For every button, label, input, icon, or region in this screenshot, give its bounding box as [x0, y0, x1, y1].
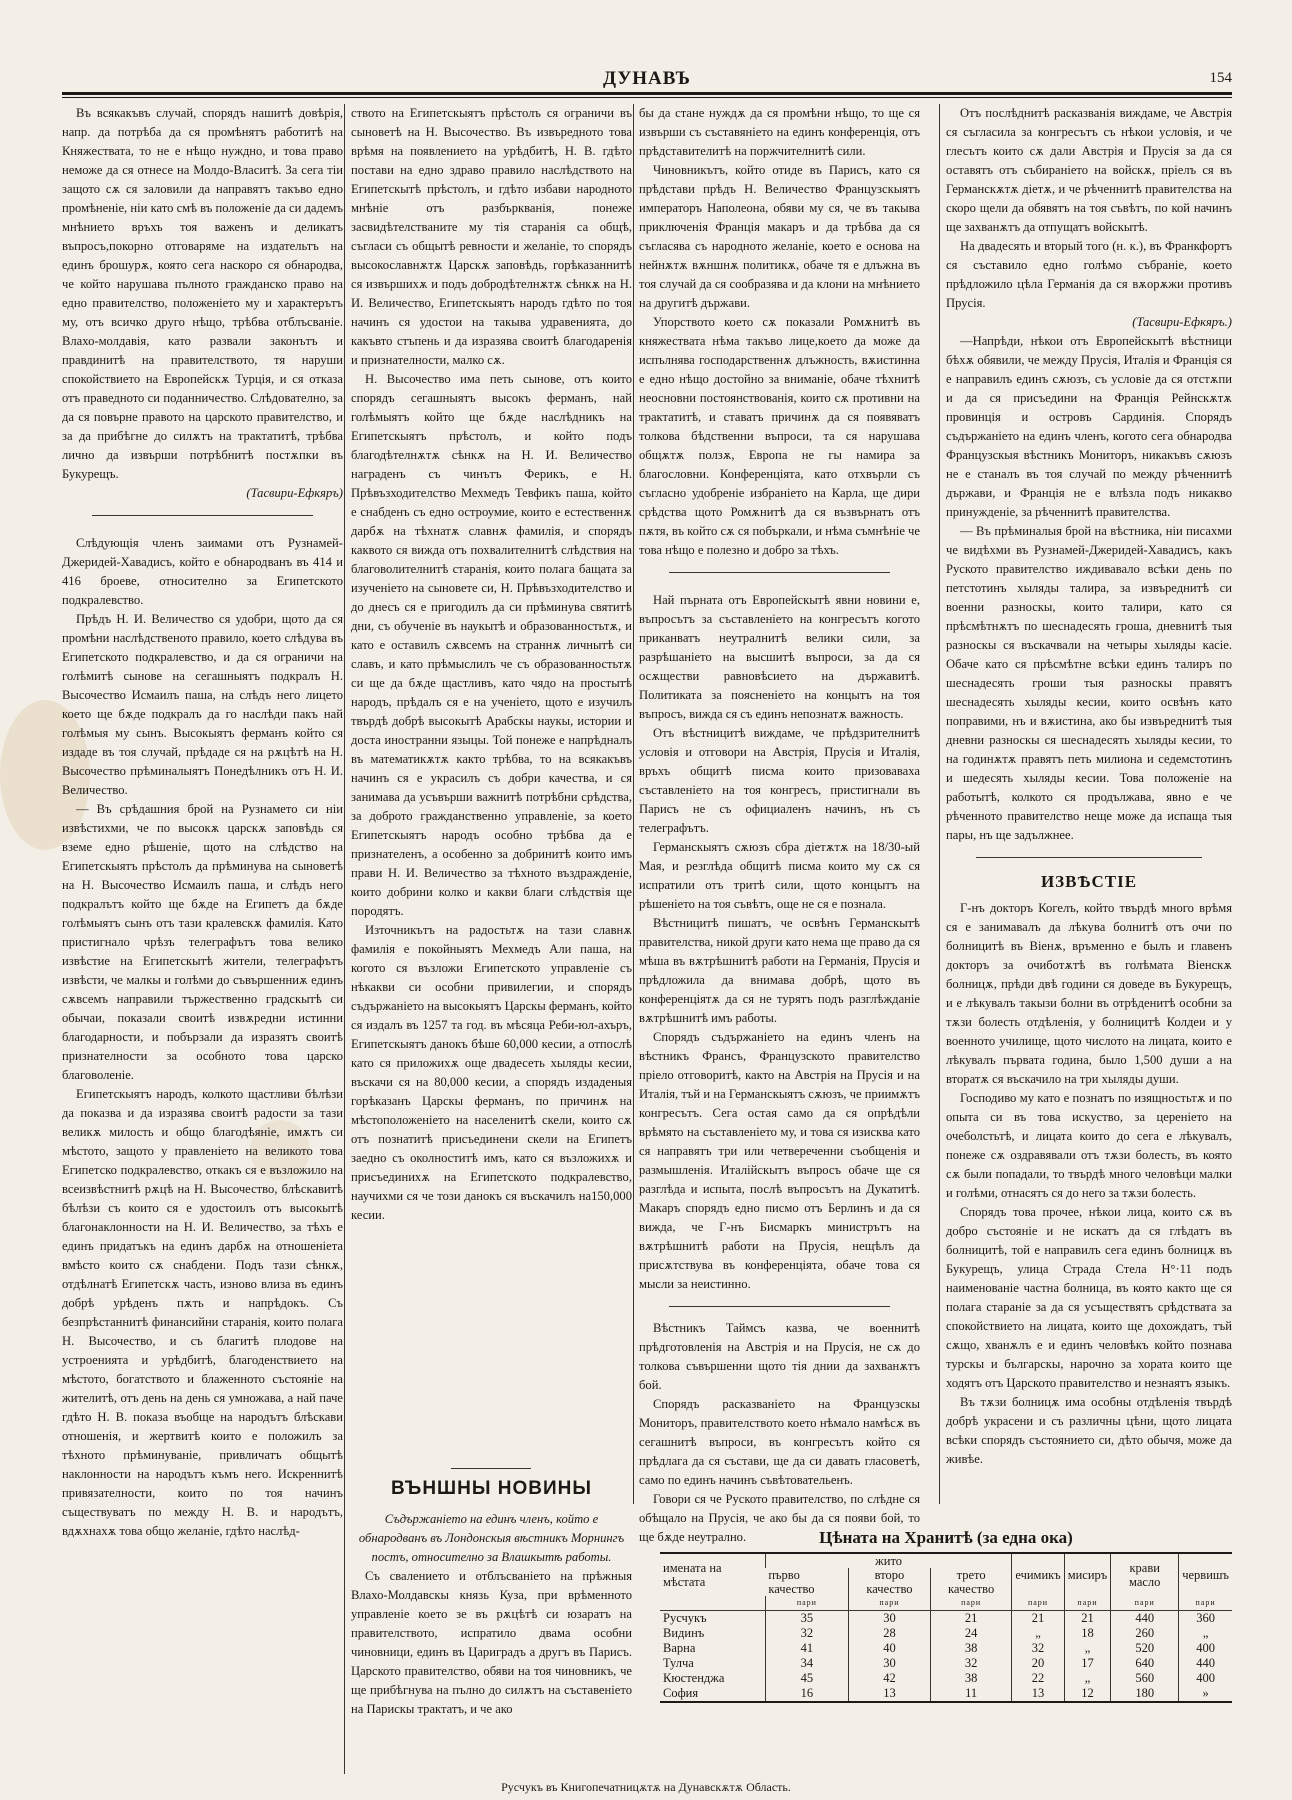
unit-cell: пари [930, 1596, 1011, 1611]
price-cell: 400 [1179, 1641, 1232, 1656]
news-lead: Съдържаніето на единъ членъ, който е обнародванъ въ Лондонскыя вѣстникъ Морнингъ постъ, относително за Влашкытѣ работы. [358, 1512, 625, 1564]
price-cell: 32 [930, 1656, 1011, 1671]
foreign-news-column [351, 1510, 632, 1770]
paragraph: Отъ вѣстницитѣ виждаме, че прѣдзрителнитѣ условія и отговори на Австрія, Прусія и Италія, връхъ общитѣ писма които призоваваха съставленіето на тоя конгресъ, пристигнали въ Парисъ не съ официаленъ начинъ, нъ съ телеграфътъ. [639, 726, 920, 835]
paragraph: Германскыятъ сѫюзъ сбра діетѫтѫ на 18/30-ый Мая, и резглѣда общитѣ писма които му сѫ ся испратили отъ тритѣ сили, щото концытъ на рѣшеніето на тоя съвѣтъ, още не ся е познала. [639, 840, 920, 911]
place-name-cell: Варна [663, 1641, 696, 1655]
place-name-cell: Видинъ [663, 1626, 705, 1640]
price-cell: 32 [1012, 1641, 1064, 1656]
price-cell: 16 [765, 1686, 848, 1702]
paragraph: Упорството което сѫ показали Ромѫнитѣ въ княжествата нѣма такъво лице,което да може да испълнява господарственнѫ длъжность, вѫистинна е едно нѣщо достойно за вниманіе, обаче тѣхнитѣ неосновни постоянствованія, които сѫ противни на трактатитѣ, и ставатъ причинѫ да ся появяватъ толкова бѣдственни въпроси, та ся нарушава общѫтѫ ползѫ, Европа не гы намира за благословни. Конференціята, като отхвърли съ съгласно удобреніе избраніето на Карла, ще дири срѣдства щото Ромѫнитѣ да ся възвърнатъ отъ пѫтя, въ който сѫ ся побъркали, и нѣма съмнѣніе че това нѣщо е полезно и добро за тѣхъ. [639, 315, 920, 557]
separator [669, 1306, 890, 1307]
page-number: 154 [1209, 70, 1232, 86]
price-cell: 30 [848, 1611, 930, 1627]
table-row [660, 1611, 1232, 1627]
table-row [660, 1656, 1232, 1671]
col-header-second: второ качество [848, 1568, 930, 1596]
price-cell: 34 [765, 1656, 848, 1671]
unit-cell: пари [848, 1596, 930, 1611]
column-4 [946, 104, 1232, 1494]
paragraph: Чиновникътъ, който отиде въ Парисъ, като ся прѣдстави прѣдъ Н. Величество Французскыятъ императоръ Наполеона, обяви му ся, че въ такыва приключенія Франція макаръ и да трѣбва да ся съгласява съ народното желаніе, което е основа на нейнѫтѫ вѫншнѫ политикѫ, обаче тя е длъжна въ тоя случай да ся сообразява и да клони на мнѣнието на другитѣ държави. [639, 163, 920, 310]
separator [976, 857, 1202, 858]
price-cell: 18 [1064, 1626, 1111, 1641]
price-cell: 30 [848, 1656, 930, 1671]
paragraph: Господиво му като е познатъ по изящностьтѫ и по опыта си въ това искуство, за цереніето на очеболстьтѣ, и лицата които до сега е лѣкувалъ, понеже сѫ оздравявали отъ тѫзи болесть, въ която сѫ были попадали, то твърдѣ много человѣци малки и голѣми, отнасятъ ся до него за тѫзи болесть. [946, 1091, 1232, 1200]
price-cell: 38 [930, 1641, 1011, 1656]
unit-cell: пари [765, 1596, 848, 1611]
col-header-fat: червишъ [1179, 1553, 1232, 1596]
place-name-cell: София [660, 1686, 765, 1702]
section-rule [451, 1468, 531, 1469]
paragraph: Говори ся че Руското правителство, по слѣдне ся обѣщало на Прусія, че ако бы да ся появи бой, то ще бѫде неутрално. [639, 1492, 920, 1544]
price-cell: 32 [765, 1626, 848, 1641]
price-cell: 520 [1111, 1641, 1179, 1656]
table-row [660, 1686, 1232, 1702]
price-cell: 13 [848, 1686, 930, 1702]
price-cell: 440 [1111, 1611, 1179, 1627]
separator [92, 515, 313, 516]
place-name-cell: Русчукъ [663, 1611, 707, 1625]
price-cell: 40 [848, 1641, 930, 1656]
price-cell: 24 [930, 1626, 1011, 1641]
price-cell: 42 [848, 1671, 930, 1686]
price-cell: 180 [1111, 1686, 1179, 1702]
price-cell: 12 [1064, 1686, 1111, 1702]
price-table [660, 1552, 1232, 1703]
paragraph: — Въ срѣдашния брой на Рузнамето си нiи извѣстихми, че по высокѫ царскѫ заповѣдь ся вземе едно рѣшеніе, щото на слѣдство на Египетскыятъ прѣстолъ да прѣминува на сыноветѣ на Н. Высочество Исмаилъ паша, и слѣдъ него подкралътъ който ще бѫде на Египетъ да бѫде голѣмыятъ сынъ отъ тази кралевскѫ фамилія. Като пристигнало чрѣзъ телеграфътъ това велико извѣстие на Египетскытѣ жители, телеграфътъ извѣсти, че малкы и голѣми до съвършенниѫ единъ сѫвсемъ направили тържественно градскытѣ си обычаи, показали своитѣ извѫредни истинни благодарности, и побързали да изразятъ своитѣ признателности за особното това царско благоволеніе. [62, 802, 343, 1082]
paragraph: —Напрѣди, нѣкои отъ Европейскытѣ вѣстници бѣхѫ обявили, че между Прусія, Италія и Франція ся е направилъ единъ сѫюзъ, съ условіе да ся отстѫпи и да ся присъедини на Франція Рейнскѫтѫ провинція и островъ Сардинія. Спорядъ съдържаніето на единъ членъ, когото сега обнародва Французскыя вѣстникъ Мониторъ, никакъвъ сѫюзъ не е станалъ въ тоя случай по между рѣченнитѣ държави, и Франція не е влѣзла подъ никакво принужденіе, за рѣченнитѣ правителства. [946, 334, 1232, 519]
price-cell: „ [1012, 1626, 1064, 1641]
price-cell: 21 [1064, 1611, 1111, 1627]
unit-cell: пари [1179, 1596, 1232, 1611]
price-cell: 21 [1012, 1611, 1064, 1627]
price-cell: 400 [1179, 1671, 1232, 1686]
foreign-news-heading: ВЪНШНЫ НОВИНЫ [391, 1478, 592, 1499]
price-cell: 21 [930, 1611, 1011, 1627]
paragraph: Спорядъ това прочее, нѣкои лица, които сѫ въ добро състояніе и не искатъ да ся глѣдатъ въ болницитѣ, той е направилъ сега единъ болницѫ въ Букурещъ, улица Страда Стела Н°·11 подъ наименованіе частна болница, въ която както ще ся полага стараніе за да ся усъществятъ срѣдствата за спокойствието на лицата, които ще дохождатъ, тъй сѫщо, хванѫлъ е и единъ человѣкъ който познава турскы и българскы, нарочно за хората които ще ходятъ отъ Царското правителство и незнаятъ языкъ. [946, 1205, 1232, 1390]
paragraph: Източникътъ на радостьтѫ на тази славнѫ фамилія е покойныятъ Мехмедъ Али паша, на когото ся възложи Египетското управленіе съ нѣкакви си особни привилегии, и спорядъ съдържаніето на высокыятъ Царскы ферманъ, който ся издалъ въ 1257 та год. въ мѣсяца Реби-юл-ахъръ, Египетскыятъ данокъ бѣше 60,000 кесии, а отпослѣ като ся приложихѫ още двадесеть хыляды кесии, въскачи ся на 80,000 кесии, а спорядъ издаденыя горѣказанъ Царскы ферманъ, по причинѫ на мѣстоположеніето на населенитѣ скели, които сѫ отъ познатитѣ присъединени скели на Египетъ заедно съ околноститѣ имъ, като ся възложихѫ и присъединихѫ на Египетското подкралевство, научихми ся че този данокъ ся въскачилъ на150,000 кесии. [351, 923, 632, 1222]
price-cell: 13 [1012, 1686, 1064, 1702]
source-signature: (Тасвири-Ефкяръ) [246, 486, 343, 500]
price-cell: 38 [930, 1671, 1011, 1686]
paragraph: Спорядъ расказваніето на Французскы Мониторъ, правителството което нѣмало намѣсѫ въ сегашнитѣ въпроси, въ конгресътъ който ся прѣдлага да ся състави, ще да си давать гласоветѣ, само по единъ начинъ съвѣтовательенъ. [639, 1397, 920, 1487]
paragraph: — Въ прѣминалыя брой на вѣстника, нiи писахми че видѣхми въ Рузнамей-Джеридей-Хавадисъ, какъ Руското правителство иждивавало всѣки день по петстотинъ хыляды талира, за извъреднитѣ си военни разноскы, които талири, като ся прѣсмѣтнѫтъ по шеснадесять гроша, дневнитѣ тыя разноскы ся въскачвали на четыры хыляды касіе. Обаче като ся прѣсмѣтне всѣки единъ талиръ по шеснадесять гроши тыя разноскы правятъ шеснадесять хыляды кесии, които освѣнъ като поправими, нъ и вѫистина, ако бы извъреднитѣ тыя дневни разноскы ся шеснадесять хыляды кесии, то на годинѫтѫ правятъ петь милиона и седемстотинъ и шедесять хыляды кесии. Това положеніе на работытѣ, колкото ся продължава, явно е че рѣченното правителство неще може да испаща тыя пары, нъ ще задължнее. [946, 524, 1232, 842]
col-header-barley: ечимикъ [1012, 1553, 1064, 1596]
notice-heading: ИЗВѢСТІЕ [1040, 872, 1138, 891]
col-header-maize: мисиръ [1064, 1553, 1111, 1596]
table-row [660, 1626, 1232, 1641]
masthead [62, 68, 1232, 90]
header-rule [62, 92, 1232, 95]
paragraph: Египетскыятъ народъ, колкото щастливи бѣлѣзи да показва и да изразява своитѣ радости за тази великѫ милость и общо благодѣяніе, имѫтъ си мѣстото, защото у правленіето на великото това Египетско подкралевство, откакъ ся е възложило на всеизвѣстнитѣ рѫцѣ на Н. Высочество, блѣскавитѣ бѣлѣзи съ които ся е удостоилъ отъ высокытѣ благонаклонности на Н. И. Величество, за тѣхъ е единъ придатъкъ на единъ дарбѫ на отношенiета вмѣсто които сѫ снабдени. Подъ тази сѣнкѫ, отдѣлнатѣ Египетскѫ часть, изново влиза въ единъ добрѣ урѣденъ пѫть и напрѣдокъ. Съ безпрѣстаннитѣ финансийни старанія, които полага Н. Высочество, и съ благитѣ плодове на устроенията и урѣдбитѣ, благоденствието на мѣстото, богатството и блаженното състояніе на жителитѣ, отъ день на день ся умножава, а най паче гдѣто Н. В. показа въобще на народътъ блѣскави отношенія, и жертвитѣ които е положилъ за тѣхното прѣминуваніе, привличатъ общытѣ наклонности на народътъ къмъ него. Искреннитѣ привязателности, които по тоя начинъ съществуватъ по между Н. В. и народътъ, вдѫхнахѫ това общо желаніе, гдѣто наслѣд- [62, 1087, 343, 1538]
paragraph: Слѣдующія членъ заимами отъ Рузнамей-Джеридей-Хавадисъ, който е обнародванъ въ 414 и 416 броеве, относително за Египетското подкралевство. [62, 536, 343, 607]
paragraph: Въ тѫзи болницѫ има особны отдѣленія твърдѣ добрѣ украсени и съ различны цѣни, щото лицата всѣки спорядъ състоянието си, дѣто обычя, може да живѣе. [946, 1395, 1232, 1466]
price-table-title: Цѣната на Хранитѣ (за една ока) [819, 1528, 1073, 1547]
col-header-place: имената на мѣстата [660, 1553, 765, 1596]
column-divider [633, 104, 634, 1504]
unit-cell: пари [1064, 1596, 1111, 1611]
header-rule-thin [62, 97, 1232, 98]
paragraph: Най пърната отъ Европейскытѣ явни новини е, въпросътъ за съставленіето на конгресътъ когото приканватъ неутралнитѣ велики сили, за разрѣшаніето на высшитѣ въпроси, за да ся осѫществи равновѣсието на държавитѣ. Политиката за поясненіето на концытъ на тоя въпросъ, вижда ся съ единъ непознатѫ важность. [639, 593, 920, 721]
place-name-cell: Кюстенджа [663, 1671, 725, 1685]
place-name-cell: Тулча [663, 1656, 694, 1670]
table-row [660, 1671, 1232, 1686]
price-cell: „ [1064, 1641, 1111, 1656]
grain-price-table [660, 1528, 1232, 1703]
price-cell: „ [1064, 1671, 1111, 1686]
source-signature: (Тасвири-Ефкяръ.) [1132, 315, 1232, 329]
price-cell: 22 [1012, 1671, 1064, 1686]
price-cell: 20 [1012, 1656, 1064, 1671]
table-row [660, 1641, 1232, 1656]
paragraph: Г-нъ докторъ Когелъ, който твърдѣ много врѣмя ся е занимавалъ да лѣкува болнитѣ отъ очи по болницитѣ въ Віенѫ, връменно е былъ и главенъ докторъ за очиботѫтѣ въ голѣмата Віенскѫ болницѫ, прѣди двѣ години ся доведе въ Букурещъ, и е лѣкувалъ такызи болни въ отрѣденитѣ особни за тѫзи болесть отдѣленія, у болницитѣ Колдеи и у военното училище, щото числото на лицата, които е лѣкувалъ първата година, было 1,500 души а на вторатѫ ся въскачило на три хыляды души. [946, 901, 1232, 1086]
imprint-footer: Русчукъ въ Книгопечатницѫтѫ на Дунавскѫтѫ Область. [501, 1780, 791, 1794]
price-cell: 28 [848, 1626, 930, 1641]
price-cell: 35 [765, 1611, 848, 1627]
paragraph: Отъ послѣднитѣ расказванія виждаме, че Австрія ся съгласила за конгресътъ съ нѣкои условія, и че глесътъ които сѫ дали Австрія и Прусія за да ся оставятъ отъ събираніето на войскѫ, прiелъ ся въ Германскѫтѫ діетѫ, и че рѣченнитѣ правителства на скоро щели да обявятъ на тоя съвѣтъ, по кой начинъ ще захванѫтъ да отпущатъ войскытѣ. [946, 106, 1232, 234]
price-cell: 360 [1179, 1611, 1232, 1627]
paragraph: Съ свалението и отблъсваніето на прѣжныя Влахо-Молдавскы князь Куза, при врѣменното управленіе което зе въ рѫцѣтѣ си юзаратъ на правителството, испратило двама особни чиновници, единъ въ Цариградъ а другъ въ Парисъ. Царското правителство, обяви на тоя чиновникъ, че ще прибѣгнува на пълно до силѫтъ на съставеніето на Парискы трактатъ, и че ако [351, 1569, 632, 1716]
newspaper-title: ДУНАВЪ [603, 68, 691, 89]
price-cell: 17 [1064, 1656, 1111, 1671]
col-header-first: първо качество [768, 1568, 815, 1596]
paragraph: Прѣдъ Н. И. Величество ся удобри, щото да ся промѣни наслѣдственото правило, което слѣдува въ Египетското подкралевство, и да ся ограничи на голѣмитѣ сынове на сегашныятъ подкралъ Н. Высочество Исмаилъ паша, на слѣдъ него лицето което ще бѫде подкралъ да го наслѣди пакъ най голѣмыя му сынъ. Высокыятъ ферманъ който ся издаде въ тоя случай, прѣдаде ся на рѫцѣтѣ на Н. Высочество прѣминалыятъ Понедѣлникъ отъ Н. И. Величество. [62, 612, 343, 797]
unit-cell: пари [1111, 1596, 1179, 1611]
unit-cell: пари [1012, 1596, 1064, 1611]
paragraph: Вѣстникъ Таймсъ казва, че военнитѣ прѣдготовленія на Австрія и на Прусія, не сѫ до толкова съвършенни щото тія днии да захванѫтъ бой. [639, 1321, 920, 1392]
column-2 [351, 104, 632, 1474]
price-cell: „ [1179, 1626, 1232, 1641]
column-3 [639, 104, 920, 1544]
paragraph: Вѣстницитѣ пишатъ, че освѣнъ Германскытѣ правителства, никой други като нема ще право да ся мѣша въ вѫтрѣшнитѣ работи на Германія, Прусія и прѣдложила да внимава добрѣ, щото въ конференціятѫ да ся не турятъ подъ разглѣжданіе вѫтрѣшнитѣ имъ работы. [639, 916, 920, 1025]
paragraph: Въ всякакъвъ случай, спорядъ нашитѣ довѣрія, напр. да потрѣба да ся промѣнятъ работитѣ на Княжествата, то не е нѣщо нуждно, и това право неможе да ся отнесе на Молдо-Власитѣ. За сега тiи защото сѫ ся заловили да направятъ такъво едно промѣненіе, нiи като смѣ въ положеніе да си дадемъ мнѣнието връхъ тоя важенъ и деликатъ въпросъ,покорно отговаряме на издательтъ на единъ брошурѫ, която сега наскоро ся обнародва, че който нарушава пълното гражданско право на едно правителство, положеніето му и характерътъ му, отъ всичко друго нѣщо, трѣбва отблъсваніе. Влахо-молдавія, като развали законътъ и правдинитѣ на правителството, тя наруши спокойствието на Европейскѫ Турція, и ся отказа отъ праведното си поданничество. Слѣдователно, за да ся повърне правото на царското правителство, и за да прибѣгне до силѫтъ на трактатитѣ, трѣбва лично да извърши потрѣбнитѣ постѫпки въ Букурещъ. [62, 106, 343, 481]
price-cell: 440 [1179, 1656, 1232, 1671]
separator [669, 572, 890, 573]
price-cell: » [1179, 1686, 1232, 1702]
price-cell: 45 [765, 1671, 848, 1686]
paragraph: Спорядъ съдържаніето на единъ членъ на вѣстникъ Франсъ, Французското правителство прiело отговоритѣ, както на Австрія на Прусія и на Италія, тъй и на Германскыятъ сѫюзъ, че приимѫтъ конгресътъ. Сега остая само да ся опрѣдѣли врѣмято на съставленіето му, и това ся изисква като ся направятъ три или четвереченни съобщенія и размышленія. Италійскытъ въпросъ обаче ще ся разглѣда и испыта, послѣ въпросътъ на Дукатитѣ. Макаръ спорядъ едно писмо отъ Берлинъ и да ся вижда, че Г-нъ Бисмаркъ министрътъ на вѫтрѣшнитѣ работи на Прусія, нещѣлъ да присѫтствува въ конференціята, обаче това ся мысли за неистинно. [639, 1030, 920, 1291]
col-header-butter: крави масло [1111, 1553, 1179, 1596]
price-cell: 260 [1111, 1626, 1179, 1641]
price-cell: 41 [765, 1641, 848, 1656]
column-divider [939, 104, 940, 1504]
price-cell: 11 [930, 1686, 1011, 1702]
paragraph: бы да стане нуждѫ да ся промѣни нѣщо, то ще ся извърши съ съставяніето на единъ конференція, отъ прѣдставителитѣ на поржчителнитѣ сили. [639, 106, 920, 158]
col-group-wheat: жито [765, 1553, 1011, 1568]
column-1 [62, 104, 343, 1766]
column-divider [344, 104, 345, 1774]
paragraph: ството на Египетскыятъ прѣстолъ ся ограничи въ сыноветѣ на Н. Высочество. Въ извъредното това врѣмя на появлението на урѣдбитѣ, Н. В. гдѣто постави на едно здраво правило наслѣдството на Египетскытѣ прѣстолъ, и гдѣто избави народното мнѣніе отъ разбъркванія, понеже засвидѣтелстваните му тія старанія са общѣ, съгласи съ общытѣ ревности и желаніе, то спорядъ высокославнѫтѫ Царскѫ заповѣдь, горѣказаннитѣ ся извършихѫ и подъ добродѣтелнѫтѫ сѣнкѫ на Н. И. Величество, Египетскыятъ народъ гдѣто по тоя начинъ ся удостои на такыва удравенията, до какъвто стъпень и да изразява своитѣ благодаренія и признателности, малко сѫ. [351, 106, 632, 367]
unit-cell [660, 1596, 765, 1611]
paragraph: Н. Высочество има петь сынове, отъ които спорядъ сегашныятъ высокъ ферманъ, най голѣмыятъ който ще бѫде наслѣдникъ на Египетскыятъ прѣстолъ, и който подъ благодѣтелнѫтѫ сѣнкѫ на Н. И. Величество награденъ съ чинътъ Ферикъ, е Н. Прѣвъзходителство Мехмедъ Тевфикъ паша, който е снабденъ съ едно остроумие, които е естественнѫ дарбѫ на тѣхнатѫ славнѫ фамилія, и спорядъ каквото ся вижда отъ похвалителнитѣ слѣдствия на благоволителнитѣ старанія, които полага бащата за изученіето на сыновете си, Н. Прѣвъзходителство и до днесъ ся е пригодилъ да си прѣминува святитѣ дни, съ обученіе въ наукытѣ и образованностьтѫ, и като е оставилъ сѫвсемъ на страннѫ личнытѣ си славъ, и като прѣмыслилъ че съ образованностьтѫ си ще да бѫде щастливъ, като чядо на простытѣ народъ, прѣдалъ ся е на ученіето, щото е изучилъ твърдѣ добрѣ высокытѣ Арабскы наукы, истории и доста иностранни языцы. Той понеже е напрѣдналъ въ математикѫтѫ както трѣбва, то на всякакъвъ начинъ ся е украсилъ съ добри качества, и ся занимава да усъвърши важнитѣ потрѣбни срѣдства, за доброто гражданственно управленіе, за което Египетскыятъ народъ особно трѣбва да е признателенъ, а особенно за добринитѣ които имъ прави Н. И. Величество за тѣхното въздражденіе, които добрини колко и какви благи слѣдствія ще породятъ. [351, 372, 632, 918]
price-cell: 640 [1111, 1656, 1179, 1671]
paragraph: На двадесять и вторый того (н. к.), въ Франкфортъ ся съставило едно голѣмо събраніе, което прѣдложило цѣла Германія да ся вѫорѫжи противъ Прусія. [946, 239, 1232, 310]
col-header-third: трето качество [930, 1568, 1011, 1596]
price-cell: 560 [1111, 1671, 1179, 1686]
